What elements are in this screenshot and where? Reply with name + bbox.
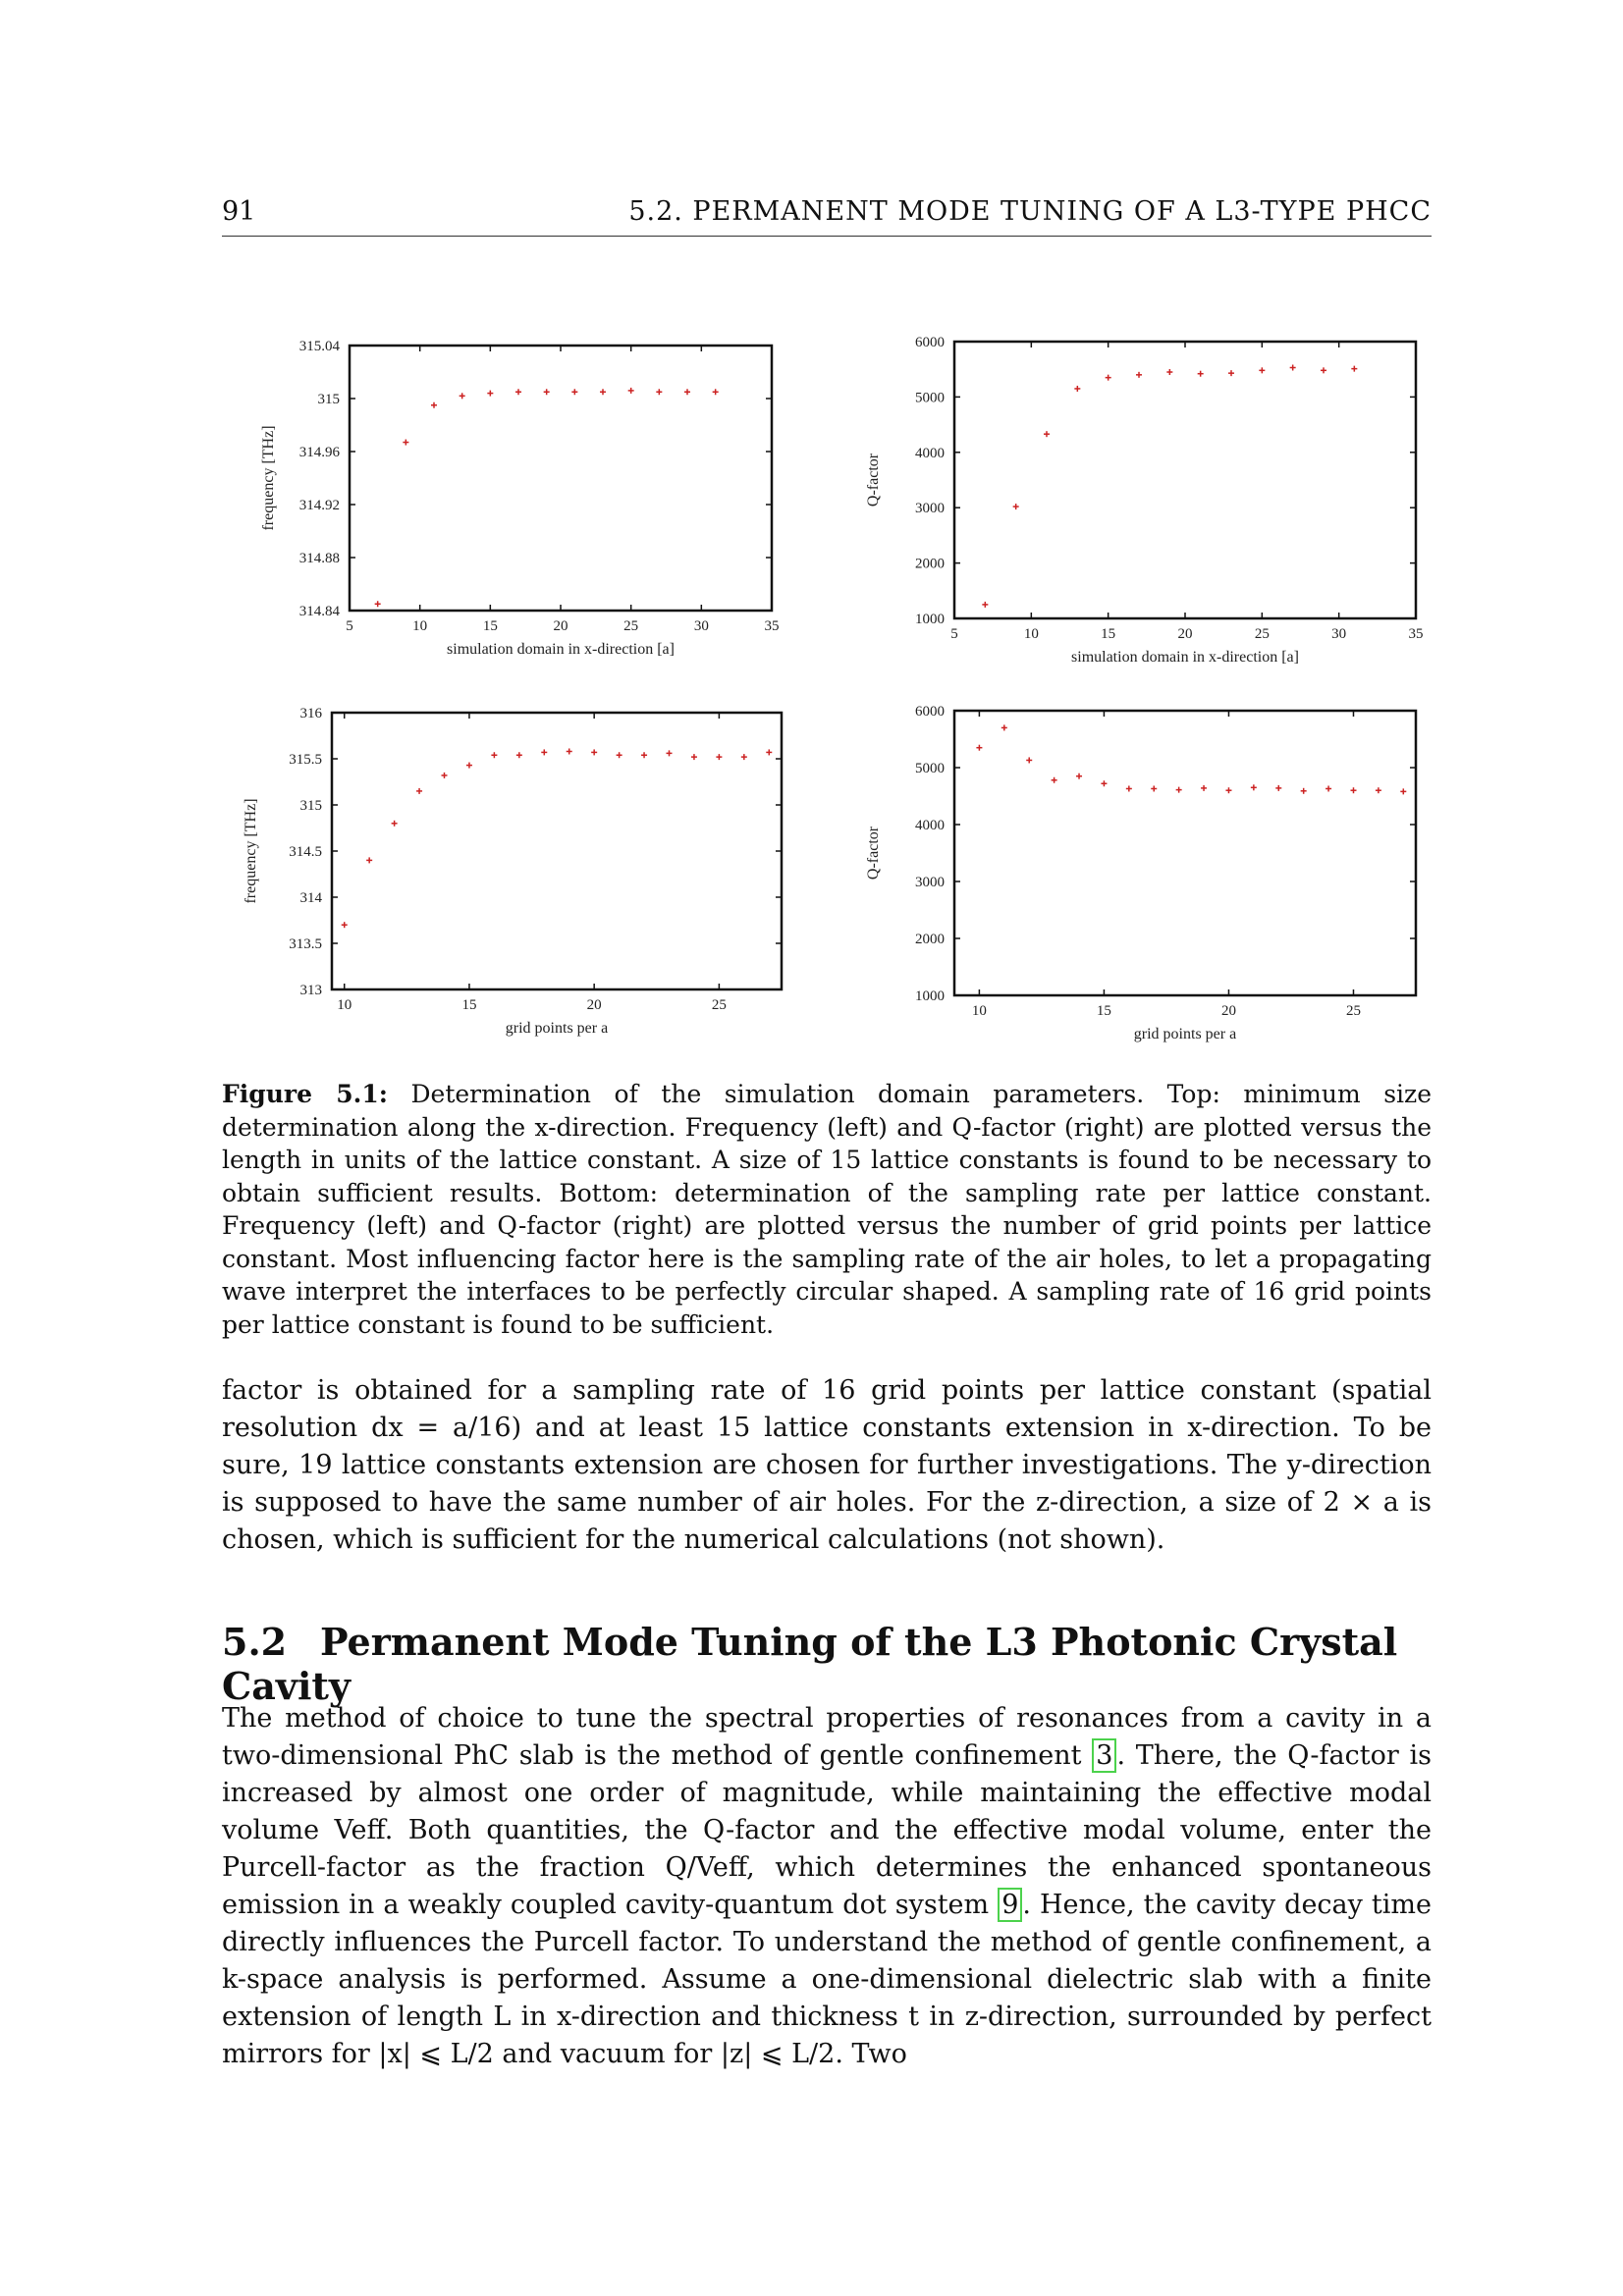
y-tick-label: 2000	[915, 932, 945, 947]
data-point	[1013, 504, 1019, 509]
data-point	[1026, 757, 1032, 763]
x-tick-label: 15	[1096, 1003, 1111, 1019]
data-point	[766, 749, 772, 755]
data-point	[392, 821, 398, 827]
y-tick-label: 313.5	[289, 936, 322, 952]
data-point	[982, 602, 988, 608]
data-point	[1225, 787, 1231, 793]
y-tick-label: 314.88	[298, 551, 340, 566]
data-point	[516, 752, 522, 758]
plot-frame	[954, 711, 1416, 995]
data-point	[1301, 788, 1307, 794]
y-tick-label: 5000	[915, 390, 945, 406]
figure-5-1	[222, 314, 1432, 1060]
running-title: 5.2. PERMANENT MODE TUNING OF A L3-TYPE PHCC	[628, 196, 1432, 227]
data-point	[1176, 787, 1182, 793]
x-tick-label: 25	[711, 997, 727, 1013]
y-axis-label: Q-factor	[865, 453, 882, 507]
data-point	[1044, 431, 1050, 437]
chart-top-left	[222, 314, 811, 677]
data-point	[656, 389, 662, 395]
x-tick-label: 15	[1101, 626, 1116, 642]
y-axis-label: frequency [THz]	[243, 798, 259, 904]
x-axis-label: grid points per a	[505, 1020, 609, 1037]
plot-top-left	[222, 314, 811, 677]
x-tick-label: 5	[950, 626, 958, 642]
data-point	[487, 391, 493, 397]
y-tick-label: 1000	[915, 612, 945, 627]
data-point	[567, 748, 572, 754]
plot-frame	[332, 713, 782, 989]
x-tick-label: 35	[764, 618, 780, 634]
y-tick-label: 3000	[915, 875, 945, 890]
x-tick-label: 20	[586, 997, 602, 1013]
x-tick-label: 25	[623, 618, 639, 634]
x-tick-label: 10	[1023, 626, 1039, 642]
data-point	[460, 393, 465, 399]
x-tick-label: 30	[693, 618, 709, 634]
section-heading	[222, 1620, 1432, 1708]
paragraph-2-part1: The method of choice to tune the spectral properties of resonances from a cavity in a two-dimensional PhC slab is the method of gentle confinement	[222, 1703, 1432, 1771]
y-tick-label: 313	[299, 983, 322, 998]
x-tick-label: 5	[346, 618, 353, 634]
data-point	[1259, 367, 1265, 373]
x-tick-label: 30	[1331, 626, 1347, 642]
running-header	[222, 196, 1432, 237]
x-tick-label: 25	[1254, 626, 1270, 642]
data-point	[628, 388, 634, 394]
y-tick-label: 2000	[915, 556, 945, 572]
data-point	[1052, 777, 1057, 783]
chart-bottom-left	[222, 687, 811, 1050]
y-tick-label: 4000	[915, 818, 945, 833]
y-tick-label: 314	[299, 890, 322, 906]
data-point	[1290, 365, 1296, 371]
x-tick-label: 25	[1345, 1003, 1361, 1019]
data-point	[1136, 372, 1142, 378]
y-tick-label: 314.96	[298, 445, 340, 460]
x-tick-label: 10	[412, 618, 428, 634]
data-point	[491, 752, 497, 758]
data-point	[641, 752, 647, 758]
section-title: Permanent Mode Tuning of the L3 Photonic Crystal Cavity	[222, 1620, 1398, 1708]
x-axis-label: simulation domain in x-direction [a]	[447, 641, 675, 658]
data-point	[416, 788, 422, 794]
plot-top-right	[827, 314, 1432, 677]
data-point	[1251, 784, 1257, 790]
paragraph-2-part3: . Hence, the cavity decay time directly influences the Purcell factor. To understand the method of gentle confinement, a k-space analysis is performed. Assume a one-dimensional dielectric slab with a finite extension of length L in x-direction and thickness t in z-direction, surrounded by perfect mirrors for |x| ⩽ L/2 and vacuum for |z| ⩽ L/2. Two	[222, 1890, 1432, 2069]
x-tick-label: 35	[1408, 626, 1424, 642]
x-tick-label: 10	[337, 997, 352, 1013]
y-tick-label: 314.5	[289, 844, 322, 860]
plot-bottom-left	[222, 687, 811, 1050]
page-number: 91	[222, 196, 256, 227]
section-number: 5.2	[222, 1620, 288, 1664]
x-tick-label: 20	[1220, 1003, 1236, 1019]
x-axis-label: simulation domain in x-direction [a]	[1071, 649, 1299, 666]
data-point	[544, 389, 550, 395]
data-point	[375, 601, 381, 607]
x-tick-label: 20	[553, 618, 568, 634]
citation-link-9[interactable]: 9	[998, 1888, 1022, 1922]
y-tick-label: 4000	[915, 445, 945, 461]
paragraph-2	[222, 1700, 1432, 2073]
y-axis-label: Q-factor	[865, 826, 882, 881]
chart-bottom-right	[827, 687, 1432, 1050]
data-point	[976, 745, 982, 751]
y-tick-label: 315.04	[298, 339, 340, 354]
y-tick-label: 1000	[915, 988, 945, 1004]
data-point	[1076, 774, 1082, 779]
data-point	[571, 389, 577, 395]
data-point	[1228, 370, 1234, 376]
data-point	[741, 754, 747, 760]
data-point	[600, 389, 606, 395]
data-point	[1151, 785, 1157, 791]
citation-link-3[interactable]: 3	[1092, 1738, 1116, 1773]
x-tick-label: 20	[1177, 626, 1193, 642]
y-tick-label: 315	[299, 798, 322, 814]
plot-bottom-right	[827, 687, 1432, 1050]
y-tick-label: 315	[317, 392, 340, 407]
paragraph-1: factor is obtained for a sampling rate of 16 grid points per lattice constant (spatial resolution dx = a/16) and at least 15 lattice constants extension in x-direction. To be sure, 19 lattice constants extension are chosen for further investigations. The y-direction is supposed to have the same number of air holes. For the z-direction, a size of 2 × a is chosen, which is sufficient for the numerical calculations (not shown).	[222, 1375, 1432, 1555]
x-tick-label: 15	[461, 997, 477, 1013]
plot-frame	[954, 342, 1416, 618]
figure-caption	[222, 1078, 1432, 1341]
y-tick-label: 315.5	[289, 752, 322, 768]
y-tick-label: 5000	[915, 761, 945, 776]
data-point	[1126, 785, 1132, 791]
paragraph-2-part2: . There, the Q-factor is increased by almost one order of magnitude, while maintaining the effective modal volume Veff. Both quantities, the Q-factor and the effective modal volume, enter the Purcell-factor as the fraction Q/Veff, which determines the enhanced spontaneous emission in a weakly coupled cavity-quantum dot system	[222, 1740, 1433, 1920]
data-point	[466, 763, 472, 769]
data-point	[1166, 369, 1172, 375]
data-point	[713, 389, 719, 395]
data-point	[342, 922, 348, 928]
y-tick-label: 6000	[915, 335, 945, 350]
chart-top-right	[827, 314, 1432, 677]
data-point	[1275, 785, 1281, 791]
data-point	[684, 389, 690, 395]
data-point	[1376, 787, 1381, 793]
data-point	[1001, 724, 1007, 730]
y-axis-label: frequency [THz]	[260, 425, 277, 531]
data-point	[1074, 386, 1080, 392]
data-point	[591, 749, 597, 755]
data-point	[515, 389, 521, 395]
data-point	[1201, 785, 1207, 791]
x-axis-label: grid points per a	[1133, 1026, 1237, 1042]
data-point	[1321, 367, 1326, 373]
data-point	[691, 754, 697, 760]
data-point	[1400, 788, 1406, 794]
caption-label: Figure 5.1:	[222, 1080, 388, 1108]
data-point	[366, 857, 372, 863]
data-point	[403, 440, 408, 446]
plot-frame	[350, 346, 772, 611]
caption-text: Determination of the simulation domain parameters. Top: minimum size determination along the x-direction. Frequency (left) and Q-factor (right) are plotted versus the length in units of the lattice constant. A size of 15 lattice constants is found to be necessary to obtain sufficient results. Bottom: determination of the sampling rate per lattice constant. Frequency (left) and Q-factor (right) are plotted versus the number of grid points per lattice constant. Most influencing factor here is the sampling rate of the air holes, to let a propagating wave interpret the interfaces to be perfectly circular shaped. A sampling rate of 16 grid points per lattice constant is found to be sufficient.	[222, 1080, 1433, 1339]
x-tick-label: 10	[971, 1003, 987, 1019]
y-tick-label: 3000	[915, 501, 945, 517]
y-tick-label: 6000	[915, 704, 945, 720]
data-point	[1351, 366, 1357, 372]
y-tick-label: 316	[299, 706, 322, 721]
data-point	[1101, 780, 1107, 786]
data-point	[1198, 371, 1204, 377]
data-point	[1350, 787, 1356, 793]
data-point	[541, 749, 547, 755]
data-point	[442, 773, 448, 778]
y-tick-label: 314.84	[298, 604, 340, 619]
data-point	[1106, 375, 1111, 381]
data-point	[716, 754, 722, 760]
data-point	[667, 750, 673, 756]
x-tick-label: 15	[482, 618, 498, 634]
y-tick-label: 314.92	[298, 498, 340, 513]
data-point	[1325, 785, 1331, 791]
data-point	[431, 402, 437, 408]
data-point	[617, 752, 622, 758]
